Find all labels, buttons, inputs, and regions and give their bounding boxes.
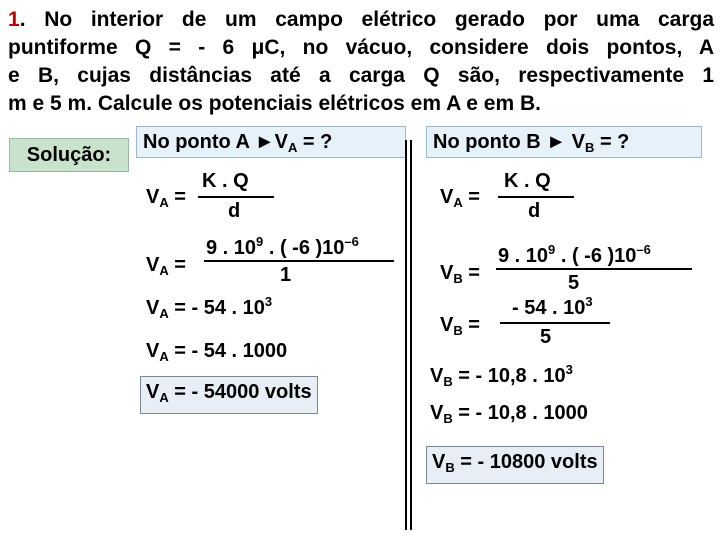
b-formula-numerator: K . Q (504, 170, 551, 192)
b-step2: $V_B$ = - 10,8 . $10^3$ (430, 362, 573, 389)
divider-line-right (410, 140, 412, 530)
b-step1-bar (500, 322, 610, 324)
a-formula-bar (198, 196, 274, 198)
solution-label: Solução: (9, 138, 129, 172)
point-a-header: No ponto A $►V_A$ = ? (136, 126, 406, 158)
a-subst-denominator: 1 (280, 264, 292, 286)
a-answer: $V_A$ = - 54000 volts (140, 376, 318, 414)
problem-statement (8, 6, 714, 118)
b-step1-numerator: - 54 . $10^3$ (512, 294, 593, 319)
a-formula-numerator: K . Q (202, 170, 249, 192)
a-formula-lhs: $V_A$ = (146, 186, 186, 210)
a-formula-denominator: d (228, 200, 241, 222)
a-step2: $V_A$ = - 54 . 1000 (146, 340, 288, 364)
problem-line-3: e B, cujas distâncias até a carga Q são, respectivamente 1 (8, 64, 714, 87)
problem-line-4: m e 5 m. Calcule os potenciais elétricos em A e em B. (8, 92, 541, 115)
b-answer: $V_B$ = - 10800 volts (426, 446, 604, 484)
b-subst-bar (496, 268, 692, 270)
a-subst-lhs: $V_A$ = (146, 254, 186, 278)
b-formula-lhs: $V_A$ = (440, 186, 480, 210)
b-step1-lhs: $V_B$ = (440, 314, 480, 338)
b-subst-numerator: 9 . $10^9$ . ( -6 )$10^{-6}$ (498, 242, 651, 267)
problem-line-2: puntiforme Q = - 6 μC, no vácuo, considere dois pontos, A (8, 36, 714, 59)
point-b-header: No ponto B ► $V_B$ = ? (426, 126, 702, 158)
problem-number: 1 (8, 8, 20, 31)
b-step1-denominator: 5 (540, 326, 552, 348)
b-formula-bar (498, 196, 574, 198)
b-step3: $V_B$ = - 10,8 . 1000 (430, 402, 588, 426)
a-subst-numerator: 9 . $10^9$ . ( -6 )$10^{-6}$ (206, 234, 359, 259)
divider-line-left (405, 140, 407, 530)
b-formula-denominator: d (528, 200, 541, 222)
a-subst-bar (204, 260, 394, 262)
a-step1: $V_A$ = - 54 . $10^3$ (146, 294, 273, 321)
b-subst-lhs: $V_B$ = (440, 262, 480, 286)
b-subst-denominator: 5 (568, 272, 580, 294)
problem-line-1: 1. No interior de um campo elétrico gerado por uma carga (8, 8, 714, 31)
